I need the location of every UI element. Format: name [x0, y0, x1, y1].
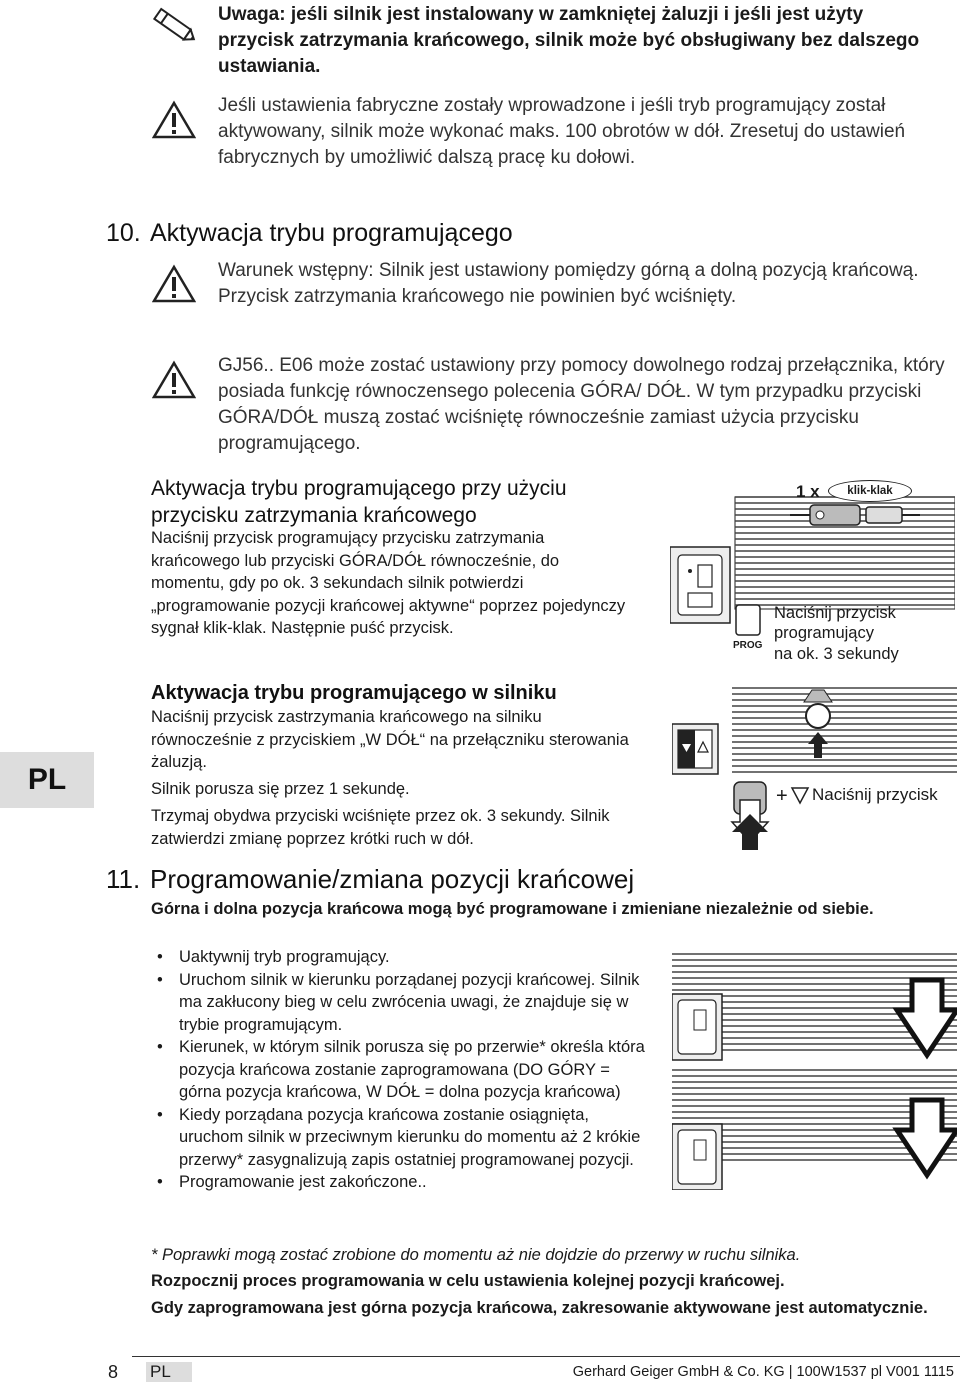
- sub-2-text-3: Trzymaj obydwa przyciski wciśnięte przez ok. 3 sekundy. Silnik zatwierdzi zmianę poprzez krótki ruch w dół.: [151, 807, 610, 848]
- warning-icon: [152, 100, 196, 140]
- footer-language: [146, 1362, 192, 1382]
- footer-language-label: PL: [150, 1362, 171, 1381]
- down-triangle-icon: [790, 785, 810, 805]
- klik-klak-bubble: [828, 480, 912, 502]
- bullet-item: • Kiedy porządana pozycja krańcowa zostanie osiągnięta, uruchom silnik w przeciwnym kierunku do momentu aż 2 krókie przerwy* zasygnalizują zapis ostatniej programowanej pozycji.: [151, 1104, 651, 1172]
- bullet-item: • Kierunek, w którym silnik porusza się po przerwie* określa która pozycja krańcowa zostanie zaprogramowana (DO GÓRY = górna pozycja krańcowa, W DÓŁ = dolna pozycja krańcowa): [151, 1036, 651, 1104]
- section-10-warning-2: GJ56.. E06 może zostać ustawiony przy pomocy dowolnego rodzaj przełącznika, który posiada funkcję równoczensego polecenia GÓRA/ DÓŁ. W tym przypadku przyciski GÓRA/DÓŁ muszą zostać wciśniętę równocześnie zamiast użycia przycisku programującego.: [218, 355, 945, 454]
- section-11-intro: Górna i dolna pozycja krańcowa mogą być programowane i zmieniane niezależnie od siebie.: [151, 900, 874, 918]
- warning-icon: [152, 360, 196, 400]
- sub-2-text-1: Naciśnij przycisk zastrzymania krańcowego na silniku równocześnie z przyciskiem „W DÓŁ“ na przełączniku sterowania żaluzją.: [151, 708, 629, 771]
- plus-sign: +: [776, 785, 788, 807]
- klik-klak-label: klik-klak: [847, 485, 893, 497]
- section-11-title: Programowanie/zmiana pozycji krańcowej: [150, 864, 635, 894]
- section-11-number: 11.: [106, 864, 141, 894]
- bullet-item: • Uaktywnij tryb programujący.: [151, 946, 651, 969]
- section-11-bullets: [151, 946, 651, 1194]
- bullet-item: • Programowanie jest zakończone..: [151, 1171, 651, 1194]
- fig-1-caption-3: na ok. 3 sekundy: [774, 645, 899, 663]
- sub-1-title: Aktywacja trybu programującego przy użyciu przycisku zatrzymania krańcowego: [151, 477, 567, 527]
- language-tab: [0, 752, 94, 808]
- fig-1-caption-1: Naciśnij przycisk: [774, 604, 896, 622]
- section-10-title: Aktywacja trybu programującego: [150, 219, 513, 247]
- closing-2: Gdy zaprogramowana jest górna pozycja krańcowa, zakresowanie aktywowane jest automatycznie.: [151, 1299, 928, 1317]
- section-10-warning-1: Warunek wstępny: Silnik jest ustawiony pomiędzy górną a dolną pozycją krańcową. Przycisk zatrzymania krańcowego nie powinien być wciśnięty.: [218, 260, 919, 307]
- prog-label: PROG: [733, 640, 763, 651]
- fig-1-caption-2: programujący: [774, 624, 874, 642]
- pencil-note-icon: [150, 4, 200, 48]
- klik-klak-count: 1 x: [796, 482, 820, 501]
- sub-1-text: Naciśnij przycisk programujący przycisku zatrzymania krańcowego lub przyciski GÓRA/DÓŁ równocześnie, do momentu, gdy po ok. 3 sekundach silnik potwierdzi „programowanie pozycji krańcowej aktywne“ poprzez pojedynczy sygnał klik-klak. Następnie puść przycisk.: [151, 529, 626, 637]
- bullet-item: • Uruchom silnik w kierunku porządanej pozycji krańcowej. Silnik ma zakłucony bieg w celu zwrócenia uwagi, że znajduje się w trybie programującym.: [151, 969, 651, 1037]
- language-tab-label: PL: [27, 763, 67, 796]
- note-1: Uwaga: jeśli silnik jest instalowany w zamkniętej żaluzji i jeśli jest użyty przycisk zatrzymania krańcowego, silnik może być obsługiwany bez dalszego ustawiania.: [218, 4, 920, 77]
- warning-icon: [152, 264, 196, 304]
- section-10-number: 10.: [106, 219, 141, 247]
- footnote: * Poprawki mogą zostać zrobione do momentu aż nie dojdzie do przerwy w ruchu silnika.: [151, 1246, 801, 1264]
- page-number: 8: [108, 1362, 119, 1382]
- footer-company: Gerhard Geiger GmbH & Co. KG | 100W1537 pl V001 1115: [572, 1364, 954, 1380]
- sub-2-text-2: Silnik porusza się przez 1 sekundę.: [151, 780, 410, 798]
- footer-divider: [132, 1356, 960, 1357]
- note-2: Jeśli ustawienia fabryczne zostały wprowadzone i jeśli tryb programujący został aktywowany, silnik może wykonać maks. 100 obrotów w dół. Zresetuj do ustawień fabrycznych by umożliwić dalszą pracę ku dołowi.: [218, 95, 906, 168]
- sub-2-title: Aktywacja trybu programującego w silniku: [151, 682, 557, 704]
- fig-2-caption: Naciśnij przycisk: [812, 785, 938, 804]
- blind-arrows-figure: [672, 950, 957, 1190]
- blind-motor-figure-2: [672, 682, 957, 862]
- closing-1: Rozpocznij proces programowania w celu ustawienia kolejnej pozycji krańcowej.: [151, 1272, 785, 1290]
